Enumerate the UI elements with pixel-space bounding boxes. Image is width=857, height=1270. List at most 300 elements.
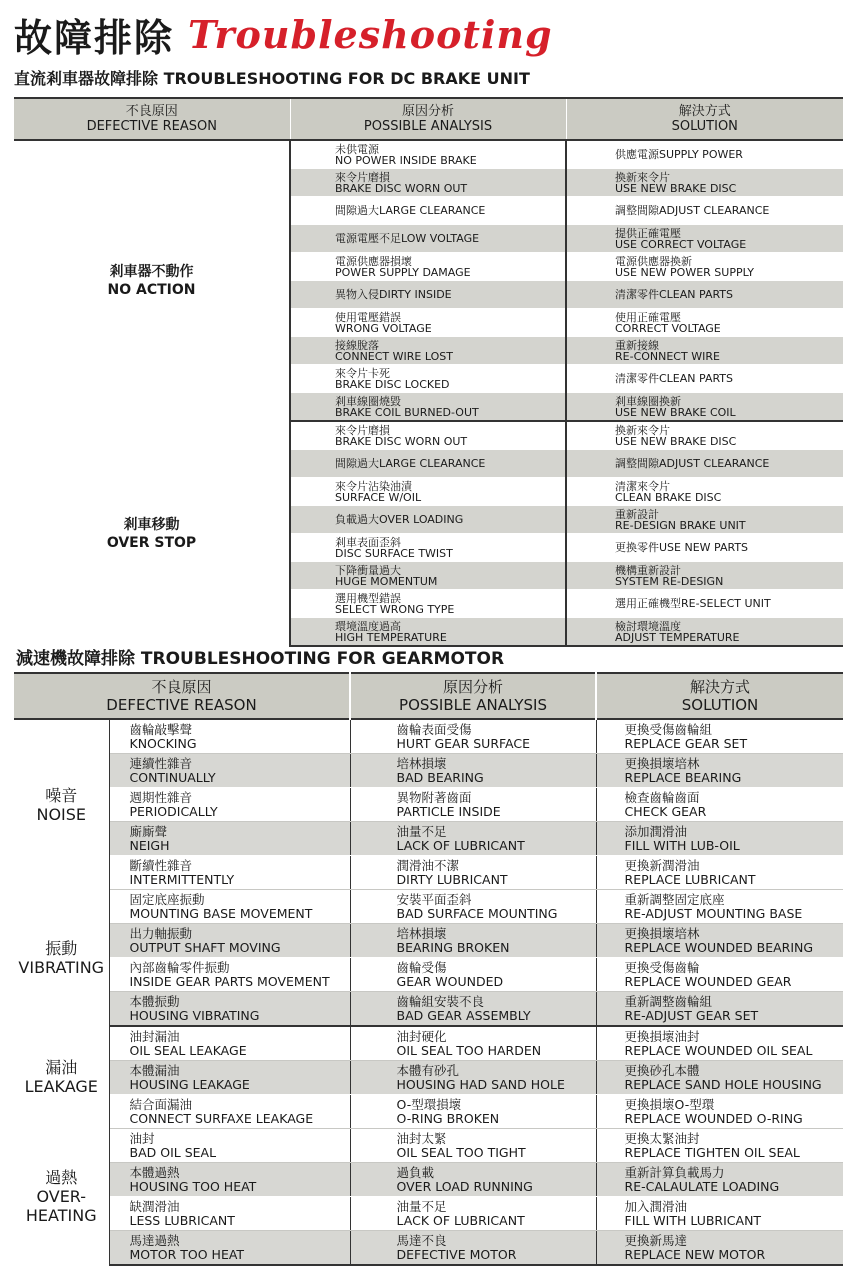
cell-text: REPLACE WOUNDED OIL SEAL bbox=[624, 1042, 813, 1058]
column-header bbox=[290, 98, 566, 140]
cell-text: MOUNTING BASE MOVEMENT bbox=[129, 905, 313, 921]
cell-text: 油封硬化 bbox=[396, 1028, 447, 1044]
category-cell bbox=[14, 719, 109, 890]
table-row bbox=[14, 788, 843, 822]
column-header bbox=[350, 673, 596, 719]
cell-text: 不良原因 bbox=[151, 678, 212, 696]
defective-reason-cell bbox=[109, 890, 350, 924]
cell-text: FILL WITH LUB-OIL bbox=[624, 837, 740, 853]
cell-text: CORRECT VOLTAGE bbox=[615, 321, 721, 335]
cell-text: 固定底座振動 bbox=[129, 891, 205, 907]
cell-text: REPLACE WOUNDED BEARING bbox=[624, 939, 814, 955]
cell-text: REPLACE SAND HOLE HOUSING bbox=[624, 1076, 822, 1092]
defective-reason-cell bbox=[109, 1163, 350, 1197]
cell-text: USE CORRECT VOLTAGE bbox=[615, 237, 747, 251]
cell-text: PERIODICALLY bbox=[129, 803, 218, 819]
defective-reason-cell bbox=[109, 1231, 350, 1266]
defective-reason-cell bbox=[109, 1095, 350, 1129]
solution-cell bbox=[566, 506, 843, 534]
cell-text: 廝廝聲 bbox=[129, 823, 168, 839]
analysis-cell bbox=[290, 590, 566, 618]
cell-text: 重新調整固定底座 bbox=[624, 891, 725, 907]
cell-text: 電源電壓不足LOW VOLTAGE bbox=[335, 232, 480, 245]
cell-text: 漏油 bbox=[45, 1058, 78, 1078]
cell-text: 剎車線圈換新 bbox=[615, 394, 681, 408]
analysis-cell bbox=[290, 365, 566, 393]
table-row bbox=[14, 754, 843, 788]
cell-text: OVER STOP bbox=[106, 534, 197, 551]
table-row bbox=[14, 992, 843, 1027]
category-cell bbox=[14, 1026, 109, 1129]
analysis-cell bbox=[350, 1163, 596, 1197]
cell-text: GEAR WOUNDED bbox=[396, 973, 504, 989]
analysis-cell bbox=[290, 225, 566, 253]
cell-text: 安裝平面歪斜 bbox=[396, 891, 472, 907]
cell-text: 更換損壞O-型環 bbox=[624, 1096, 715, 1112]
solution-cell bbox=[566, 337, 843, 365]
cell-text: DEFECTIVE MOTOR bbox=[396, 1246, 517, 1262]
cell-text: INSIDE GEAR PARTS MOVEMENT bbox=[129, 973, 330, 989]
page-title bbox=[14, 6, 553, 62]
table-row bbox=[14, 1197, 843, 1231]
defective-reason-cell bbox=[14, 140, 290, 421]
solution-cell bbox=[596, 1026, 843, 1061]
cell-text: 重新調整齒輪組 bbox=[624, 993, 713, 1009]
cell-text: 潤滑油不潔 bbox=[396, 857, 460, 873]
solution-cell bbox=[566, 478, 843, 506]
solution-cell bbox=[566, 197, 843, 225]
cell-text: OIL SEAL LEAKAGE bbox=[129, 1042, 247, 1058]
analysis-cell bbox=[290, 421, 566, 450]
solution-cell bbox=[596, 754, 843, 788]
cell-text: SOLUTION bbox=[681, 696, 759, 714]
cell-text: 更換太緊油封 bbox=[624, 1130, 700, 1146]
analysis-cell bbox=[350, 1095, 596, 1129]
cell-text: 負載過大OVER LOADING bbox=[335, 513, 464, 526]
defective-reason-cell bbox=[109, 1197, 350, 1231]
column-header bbox=[596, 673, 843, 719]
cell-text: 加入潤滑油 bbox=[624, 1198, 688, 1214]
cell-text: 異物附著齒面 bbox=[396, 789, 472, 805]
title-zh: 故障排除 bbox=[14, 15, 175, 60]
cell-text: 齒輪表面受傷 bbox=[396, 721, 472, 737]
cell-text: 提供正確電壓 bbox=[615, 226, 681, 240]
cell-text: OIL SEAL TOO TIGHT bbox=[396, 1144, 526, 1160]
cell-text: 過熱 bbox=[45, 1168, 78, 1188]
cell-text: 環境溫度過高 bbox=[335, 619, 401, 633]
analysis-cell bbox=[290, 618, 566, 647]
cell-text: 出力軸振動 bbox=[129, 925, 193, 941]
table-row bbox=[14, 890, 843, 924]
cell-text: 剎車器不動作 bbox=[109, 264, 194, 280]
cell-text: O-RING BROKEN bbox=[396, 1110, 500, 1126]
cell-text: 更換受傷齒輪組 bbox=[624, 721, 713, 737]
section2-heading: 減速機故障排除 TROUBLESHOOTING FOR GEARMOTOR bbox=[16, 649, 505, 669]
solution-cell bbox=[596, 992, 843, 1027]
cell-text: NOISE bbox=[36, 804, 87, 824]
cell-text: 更換零件USE NEW PARTS bbox=[615, 541, 749, 554]
table-row bbox=[14, 924, 843, 958]
analysis-cell bbox=[350, 754, 596, 788]
cell-text: OUTPUT SHAFT MOVING bbox=[129, 939, 281, 955]
cell-text: 來令片沾染油漬 bbox=[335, 479, 412, 493]
cell-text: REPLACE GEAR SET bbox=[624, 735, 748, 751]
gearmotor-troubleshooting-table bbox=[14, 672, 843, 1266]
analysis-cell bbox=[290, 169, 566, 197]
cell-text: SELECT WRONG TYPE bbox=[335, 602, 455, 616]
cell-text: 來令片磨損 bbox=[335, 170, 390, 184]
cell-text: BAD BEARING bbox=[396, 769, 484, 785]
cell-text: NEIGH bbox=[129, 837, 170, 853]
solution-cell bbox=[596, 1129, 843, 1163]
cell-text: O-型環損壞 bbox=[396, 1096, 462, 1112]
cell-text: CLEAN BRAKE DISC bbox=[615, 490, 722, 504]
cell-text: WRONG VOLTAGE bbox=[335, 321, 432, 335]
analysis-cell bbox=[350, 822, 596, 856]
cell-text: 過負載 bbox=[396, 1164, 435, 1180]
cell-text: 馬達過熱 bbox=[129, 1232, 180, 1248]
cell-text: 油封太緊 bbox=[396, 1130, 447, 1146]
cell-text: 來令片磨損 bbox=[335, 423, 390, 437]
cell-text: 接線脫落 bbox=[335, 338, 379, 352]
cell-text: 更換損壞培林 bbox=[624, 755, 700, 771]
cell-text: 清潔來令片 bbox=[615, 479, 670, 493]
cell-text: LACK OF LUBRICANT bbox=[396, 1212, 525, 1228]
cell-text: HURT GEAR SURFACE bbox=[396, 735, 531, 751]
analysis-cell bbox=[350, 1129, 596, 1163]
cell-text: 油封漏油 bbox=[129, 1028, 180, 1044]
cell-text: ADJUST TEMPERATURE bbox=[615, 630, 740, 644]
cell-text: 更換受傷齒輪 bbox=[624, 959, 700, 975]
cell-text: USE NEW BRAKE COIL bbox=[615, 405, 736, 419]
solution-cell bbox=[596, 788, 843, 822]
solution-cell bbox=[566, 253, 843, 281]
cell-text: HOUSING VIBRATING bbox=[129, 1007, 260, 1023]
cell-text: DEFECTIVE REASON bbox=[106, 696, 257, 714]
cell-text: 噪音 bbox=[45, 785, 78, 805]
solution-cell bbox=[596, 1061, 843, 1095]
cell-text: 更換損壞培林 bbox=[624, 925, 700, 941]
cell-text: OIL SEAL TOO HARDEN bbox=[396, 1042, 542, 1058]
defective-reason-cell bbox=[109, 924, 350, 958]
defective-reason-cell bbox=[109, 958, 350, 992]
cell-text: LEAKAGE bbox=[24, 1077, 98, 1097]
cell-text: HIGH TEMPERATURE bbox=[335, 630, 447, 644]
cell-text: USE NEW POWER SUPPLY bbox=[615, 265, 754, 279]
cell-text: 供應電源SUPPLY POWER bbox=[615, 148, 743, 161]
table-row bbox=[14, 719, 843, 754]
cell-text: 本體漏油 bbox=[129, 1062, 180, 1078]
cell-text: HOUSING TOO HEAT bbox=[129, 1178, 257, 1194]
defective-reason-cell bbox=[109, 992, 350, 1027]
cell-text: 檢查齒輪齒面 bbox=[624, 789, 700, 805]
cell-text: 培林損壞 bbox=[396, 925, 447, 941]
table-row bbox=[14, 856, 843, 890]
analysis-cell bbox=[350, 890, 596, 924]
cell-text: POWER SUPPLY DAMAGE bbox=[335, 265, 471, 279]
cell-text: BRAKE COIL BURNED-OUT bbox=[335, 405, 479, 419]
analysis-cell bbox=[290, 197, 566, 225]
solution-cell bbox=[566, 618, 843, 647]
cell-text: 重新接線 bbox=[615, 338, 659, 352]
cell-text: RE-CALAULATE LOADING bbox=[624, 1178, 780, 1194]
cell-text: HEATING bbox=[25, 1206, 97, 1226]
cell-text: 清潔零件CLEAN PARTS bbox=[615, 288, 734, 301]
cell-text: 振動 bbox=[45, 938, 78, 958]
cell-text: 重新計算負載馬力 bbox=[624, 1164, 725, 1180]
cell-text: 清潔零件CLEAN PARTS bbox=[615, 372, 734, 385]
cell-text: 間隙過大LARGE CLEARANCE bbox=[335, 457, 486, 470]
table-row bbox=[14, 1129, 843, 1163]
cell-text: REPLACE LUBRICANT bbox=[624, 871, 756, 887]
cell-text: 原因分析 bbox=[443, 678, 504, 696]
cell-text: 添加潤滑油 bbox=[624, 823, 688, 839]
cell-text: 解決方式 bbox=[678, 104, 731, 119]
cell-text: 電源供應器換新 bbox=[615, 254, 692, 268]
dc-brake-troubleshooting-table bbox=[14, 97, 843, 647]
solution-cell bbox=[566, 281, 843, 309]
solution-cell bbox=[566, 562, 843, 590]
cell-text: 選用正確機型RE-SELECT UNIT bbox=[615, 597, 771, 610]
cell-text: POSSIBLE ANALYSIS bbox=[399, 696, 547, 714]
cell-text: VIBRATING bbox=[18, 957, 105, 977]
table-row bbox=[14, 822, 843, 856]
cell-text: 內部齒輪零件振動 bbox=[129, 959, 230, 975]
cell-text: 調整間隙ADJUST CLEARANCE bbox=[615, 457, 770, 470]
cell-text: DEFECTIVE REASON bbox=[86, 119, 217, 134]
cell-text: 電源供應器損壞 bbox=[335, 254, 412, 268]
solution-cell bbox=[596, 1163, 843, 1197]
solution-cell bbox=[596, 958, 843, 992]
cell-text: REPLACE TIGHTEN OIL SEAL bbox=[624, 1144, 800, 1160]
cell-text: REPLACE NEW MOTOR bbox=[624, 1246, 766, 1262]
table-row bbox=[14, 1026, 843, 1061]
column-header bbox=[14, 98, 290, 140]
solution-cell bbox=[596, 719, 843, 754]
cell-text: HUGE MOMENTUM bbox=[335, 574, 438, 588]
table-row bbox=[14, 421, 843, 450]
cell-text: 原因分析 bbox=[401, 104, 454, 119]
solution-cell bbox=[596, 822, 843, 856]
cell-text: 馬達不良 bbox=[396, 1232, 447, 1248]
solution-cell bbox=[596, 1095, 843, 1129]
cell-text: RE-ADJUST GEAR SET bbox=[624, 1007, 759, 1023]
cell-text: HOUSING LEAKAGE bbox=[129, 1076, 250, 1092]
cell-text: 油量不足 bbox=[396, 1198, 447, 1214]
cell-text: RE-ADJUST MOUNTING BASE bbox=[624, 905, 803, 921]
cell-text: 間隙過大LARGE CLEARANCE bbox=[335, 204, 486, 217]
cell-text: 檢討環境溫度 bbox=[615, 619, 681, 633]
analysis-cell bbox=[290, 393, 566, 422]
cell-text: BAD OIL SEAL bbox=[129, 1144, 217, 1160]
defective-reason-cell bbox=[109, 788, 350, 822]
cell-text: 不良原因 bbox=[125, 104, 178, 119]
cell-text: PARTICLE INSIDE bbox=[396, 803, 501, 819]
solution-cell bbox=[566, 590, 843, 618]
cell-text: 解決方式 bbox=[690, 678, 751, 696]
cell-text: OVER LOAD RUNNING bbox=[396, 1178, 533, 1194]
table-header-row bbox=[14, 673, 843, 719]
table-header-row bbox=[14, 98, 843, 140]
cell-text: 結合面漏油 bbox=[129, 1096, 193, 1112]
cell-text: 本體有砂孔 bbox=[396, 1062, 460, 1078]
analysis-cell bbox=[290, 450, 566, 478]
cell-text: FILL WITH LUBRICANT bbox=[624, 1212, 762, 1228]
cell-text: 更換新馬達 bbox=[624, 1232, 688, 1248]
defective-reason-cell bbox=[109, 1129, 350, 1163]
cell-text: 重新設計 bbox=[615, 507, 659, 521]
analysis-cell bbox=[290, 253, 566, 281]
cell-text: SOLUTION bbox=[671, 119, 738, 134]
cell-text: 油封 bbox=[129, 1130, 155, 1146]
cell-text: BEARING BROKEN bbox=[396, 939, 510, 955]
cell-text: 齒輪敲擊聲 bbox=[129, 721, 193, 737]
cell-text: SURFACE W/OIL bbox=[335, 490, 422, 504]
cell-text: 未供電源 bbox=[335, 142, 379, 156]
category-cell bbox=[14, 890, 109, 1027]
cell-text: BAD GEAR ASSEMBLY bbox=[396, 1007, 531, 1023]
analysis-cell bbox=[350, 1231, 596, 1266]
cell-text: BRAKE DISC WORN OUT bbox=[335, 434, 468, 448]
cell-text: REPLACE BEARING bbox=[624, 769, 742, 785]
analysis-cell bbox=[350, 924, 596, 958]
table-row bbox=[14, 1095, 843, 1129]
cell-text: 更換砂孔本體 bbox=[624, 1062, 700, 1078]
column-header bbox=[566, 98, 843, 140]
defective-reason-cell bbox=[109, 1061, 350, 1095]
cell-text: LESS LUBRICANT bbox=[129, 1212, 235, 1228]
cell-text: BRAKE DISC LOCKED bbox=[335, 377, 450, 391]
cell-text: CONNECT SURFAXE LEAKAGE bbox=[129, 1110, 314, 1126]
cell-text: 齒輪組安裝不良 bbox=[396, 993, 485, 1009]
analysis-cell bbox=[350, 788, 596, 822]
analysis-cell bbox=[350, 1026, 596, 1061]
column-header bbox=[14, 673, 350, 719]
defective-reason-cell bbox=[14, 421, 290, 646]
cell-text: 更換損壞油封 bbox=[624, 1028, 700, 1044]
solution-cell bbox=[596, 856, 843, 890]
cell-text: RE-DESIGN BRAKE UNIT bbox=[615, 518, 746, 532]
cell-text: NO ACTION bbox=[107, 282, 196, 298]
cell-text: 換新來令片 bbox=[615, 170, 670, 184]
cell-text: 齒輪受傷 bbox=[396, 959, 447, 975]
solution-cell bbox=[596, 890, 843, 924]
cell-text: USE NEW BRAKE DISC bbox=[615, 181, 737, 195]
cell-text: HOUSING HAD SAND HOLE bbox=[396, 1076, 565, 1092]
cell-text: DISC SURFACE TWIST bbox=[335, 546, 453, 560]
solution-cell bbox=[566, 169, 843, 197]
analysis-cell bbox=[350, 1061, 596, 1095]
cell-text: RE-CONNECT WIRE bbox=[615, 349, 720, 363]
defective-reason-cell bbox=[109, 856, 350, 890]
cell-text: 機構重新設計 bbox=[615, 563, 681, 577]
defective-reason-cell bbox=[109, 719, 350, 754]
cell-text: 來令片卡死 bbox=[335, 366, 390, 380]
cell-text: 油量不足 bbox=[396, 823, 447, 839]
cell-text: 使用正確電壓 bbox=[615, 310, 681, 324]
cell-text: OVER- bbox=[36, 1187, 87, 1207]
cell-text: CONNECT WIRE LOST bbox=[335, 349, 453, 363]
analysis-cell bbox=[290, 506, 566, 534]
cell-text: 剎車表面歪斜 bbox=[335, 535, 401, 549]
cell-text: SYSTEM RE-DESIGN bbox=[615, 574, 724, 588]
solution-cell bbox=[566, 421, 843, 450]
cell-text: MOTOR TOO HEAT bbox=[129, 1246, 245, 1262]
cell-text: 選用機型錯誤 bbox=[335, 591, 401, 605]
cell-text: CHECK GEAR bbox=[624, 803, 707, 819]
analysis-cell bbox=[290, 140, 566, 169]
analysis-cell bbox=[290, 534, 566, 562]
analysis-cell bbox=[350, 958, 596, 992]
solution-cell bbox=[566, 393, 843, 422]
section1-heading: 直流剎車器故障排除 TROUBLESHOOTING FOR DC BRAKE UNIT bbox=[14, 69, 530, 88]
cell-text: 本體過熱 bbox=[129, 1164, 180, 1180]
cell-text: 培林損壞 bbox=[396, 755, 447, 771]
cell-text: 週期性雜音 bbox=[129, 789, 193, 805]
table-row bbox=[14, 1061, 843, 1095]
cell-text: 調整間隙ADJUST CLEARANCE bbox=[615, 204, 770, 217]
cell-text: 使用電壓錯誤 bbox=[335, 310, 401, 324]
cell-text: 異物入侵DIRTY INSIDE bbox=[335, 288, 452, 301]
cell-text: REPLACE WOUNDED O-RING bbox=[624, 1110, 803, 1126]
solution-cell bbox=[596, 1231, 843, 1266]
cell-text: BRAKE DISC WORN OUT bbox=[335, 181, 468, 195]
solution-cell bbox=[596, 924, 843, 958]
analysis-cell bbox=[350, 856, 596, 890]
analysis-cell bbox=[290, 281, 566, 309]
solution-cell bbox=[566, 534, 843, 562]
cell-text: INTERMITTENTLY bbox=[129, 871, 235, 887]
analysis-cell bbox=[290, 337, 566, 365]
cell-text: 剎車線圈燒毀 bbox=[335, 394, 401, 408]
cell-text: 更換新潤滑油 bbox=[624, 857, 700, 873]
defective-reason-cell bbox=[109, 1026, 350, 1061]
table-row bbox=[14, 1231, 843, 1266]
cell-text: CONTINUALLY bbox=[129, 769, 216, 785]
cell-text: 換新來令片 bbox=[615, 423, 670, 437]
cell-text: POSSIBLE ANALYSIS bbox=[363, 119, 493, 134]
table-row bbox=[14, 958, 843, 992]
cell-text: 缺潤滑油 bbox=[129, 1198, 180, 1214]
cell-text: BAD SURFACE MOUNTING bbox=[396, 905, 558, 921]
solution-cell bbox=[566, 365, 843, 393]
analysis-cell bbox=[350, 1197, 596, 1231]
analysis-cell bbox=[350, 992, 596, 1027]
solution-cell bbox=[566, 140, 843, 169]
cell-text: KNOCKING bbox=[129, 735, 197, 751]
analysis-cell bbox=[290, 309, 566, 337]
defective-reason-cell bbox=[109, 822, 350, 856]
cell-text: 本體振動 bbox=[129, 993, 180, 1009]
cell-text: DIRTY LUBRICANT bbox=[396, 871, 508, 887]
title-en: Troubleshooting bbox=[188, 11, 553, 57]
solution-cell bbox=[566, 309, 843, 337]
cell-text: NO POWER INSIDE BRAKE bbox=[335, 153, 477, 167]
solution-cell bbox=[566, 450, 843, 478]
cell-text: 剎車移動 bbox=[123, 516, 180, 533]
table-row bbox=[14, 1163, 843, 1197]
cell-text: 下降衝量過大 bbox=[335, 563, 401, 577]
analysis-cell bbox=[350, 719, 596, 754]
defective-reason-cell bbox=[109, 754, 350, 788]
cell-text: REPLACE WOUNDED GEAR bbox=[624, 973, 792, 989]
cell-text: LACK OF LUBRICANT bbox=[396, 837, 525, 853]
analysis-cell bbox=[290, 478, 566, 506]
cell-text: 斷續性雜音 bbox=[129, 857, 193, 873]
cell-text: USE NEW BRAKE DISC bbox=[615, 434, 737, 448]
solution-cell bbox=[566, 225, 843, 253]
category-cell bbox=[14, 1129, 109, 1266]
